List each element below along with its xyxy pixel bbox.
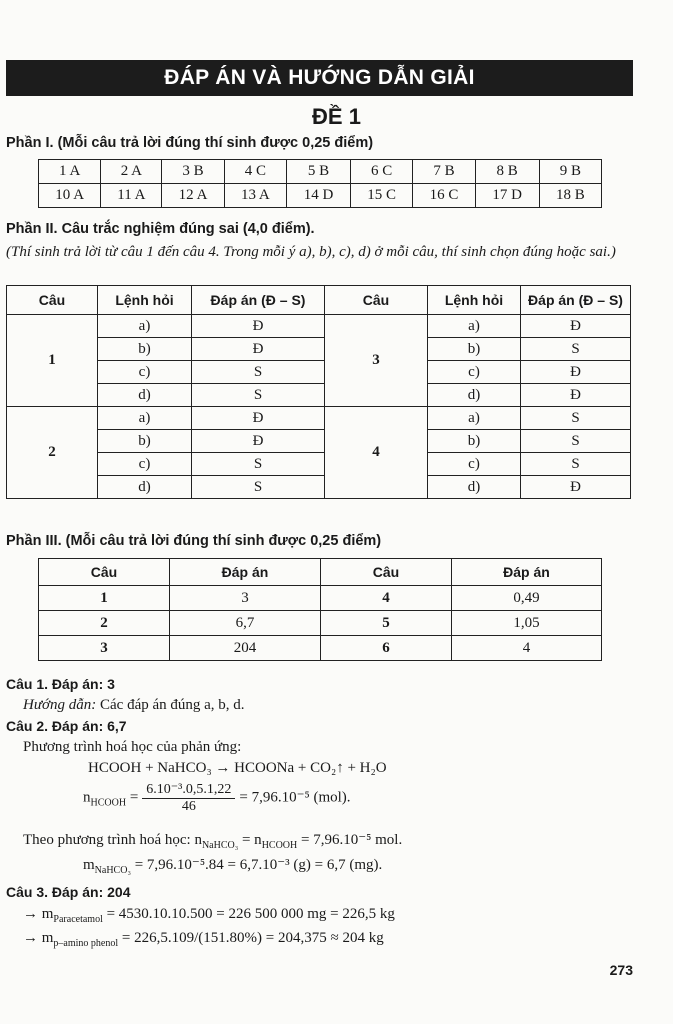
item-label: d)	[428, 384, 521, 407]
part2-table	[6, 285, 631, 499]
table-row	[7, 384, 631, 407]
table-row	[7, 407, 631, 430]
question-number: 3	[39, 636, 170, 661]
answer-cell: 18 B	[539, 184, 601, 208]
page-banner: ĐÁP ÁN VÀ HƯỚNG DẪN GIẢI	[6, 60, 633, 96]
answer-cell: 10 A	[39, 184, 101, 208]
column-header: Câu	[39, 559, 170, 586]
answer-cell: S	[192, 361, 325, 384]
column-header: Lệnh hỏi	[428, 286, 521, 315]
fraction-denominator: 46	[181, 799, 196, 814]
column-header: Đáp án (Đ – S)	[521, 286, 631, 315]
chemical-equation: HCOOH + NaHCO₃ → HCOONa + CO₂↑ + H₂O	[88, 760, 387, 776]
answer-cell: S	[192, 476, 325, 499]
paracetamol-mass: → $m_{Paracetamol} = 4530.10.10.500 = 226$ 500 000 mg = 226,5 kg	[23, 906, 395, 925]
item-label: d)	[98, 384, 192, 407]
question2-title: Câu 2. Đáp án: 6,7	[6, 718, 127, 734]
answer-cell: S	[192, 453, 325, 476]
column-header: Câu	[325, 286, 428, 315]
answer-cell: 11 A	[101, 184, 162, 208]
table-row	[39, 611, 602, 636]
answer-cell: 15 C	[351, 184, 413, 208]
table-row	[7, 453, 631, 476]
answer-cell: 1 A	[39, 160, 101, 184]
answer-cell: 3	[170, 586, 321, 611]
stoichiometry-expr: $n_{NaHCO_3} = n_{HCOOH} = 7,96.10^{-5}$ mol.	[194, 832, 403, 851]
question-number: 1	[39, 586, 170, 611]
table-row	[7, 430, 631, 453]
answer-cell: 6,7	[170, 611, 321, 636]
answer-cell: S	[521, 453, 631, 476]
answer-cell: 8 B	[475, 160, 539, 184]
answer-cell: Đ	[192, 407, 325, 430]
answer-cell: Đ	[521, 476, 631, 499]
fraction-numerator: 6.10⁻³.0,5.1,22	[142, 781, 235, 799]
item-label: a)	[428, 407, 521, 430]
question-number: 5	[321, 611, 452, 636]
question1-hint	[23, 697, 245, 714]
table-row	[7, 361, 631, 384]
question-number: 1	[7, 315, 98, 407]
part2-heading: Phần II. Câu trắc nghiệm đúng sai (4,0 điểm).	[6, 221, 315, 237]
question1-title: Câu 1. Đáp án: 3	[6, 676, 115, 692]
stoichiometry-prefix: Theo phương trình hoá học:	[23, 832, 191, 848]
item-label: c)	[428, 361, 521, 384]
answer-cell: 12 A	[162, 184, 224, 208]
hint-text: Các đáp án đúng a, b, d.	[100, 697, 245, 713]
mole-symbol: n	[83, 789, 91, 806]
answer-cell: 3 B	[162, 160, 224, 184]
column-header: Đáp án	[170, 559, 321, 586]
table-header-row	[7, 286, 631, 315]
answer-cell: 4	[452, 636, 602, 661]
item-label: a)	[428, 315, 521, 338]
part3-table	[38, 558, 602, 661]
answer-cell: 0,49	[452, 586, 602, 611]
answer-cell: Đ	[192, 430, 325, 453]
answer-cell: 7 B	[413, 160, 475, 184]
question3-title: Câu 3. Đáp án: 204	[6, 884, 131, 900]
mass-calculation: $m_{NaHCO_3} = 7,96.10^{-5}.84 = 6,7.10^{-3}$ (g) = 6,7 (mg).	[83, 857, 383, 876]
item-label: a)	[98, 315, 192, 338]
answer-cell: S	[521, 430, 631, 453]
question-number: 3	[325, 315, 428, 407]
question-number: 4	[321, 586, 452, 611]
item-label: a)	[98, 407, 192, 430]
answer-cell: Đ	[521, 361, 631, 384]
column-header: Câu	[321, 559, 452, 586]
item-label: b)	[428, 430, 521, 453]
answer-cell: 9 B	[539, 160, 601, 184]
part3-heading: Phần III. (Mỗi câu trả lời đúng thí sinh được 0,25 điểm)	[6, 533, 382, 549]
answer-cell: 13 A	[224, 184, 286, 208]
page-number: 273	[609, 962, 633, 978]
answer-cell: 17 D	[475, 184, 539, 208]
answer-cell: 14 D	[287, 184, 351, 208]
answer-cell: 6 C	[351, 160, 413, 184]
answer-cell: Đ	[521, 384, 631, 407]
mole-subscript: HCOOH	[90, 797, 127, 809]
answer-cell: Đ	[521, 315, 631, 338]
column-header: Đáp án (Đ – S)	[192, 286, 325, 315]
part1-table	[38, 159, 602, 208]
item-label: d)	[98, 476, 192, 499]
item-label: d)	[428, 476, 521, 499]
table-row	[7, 338, 631, 361]
question-number: 2	[7, 407, 98, 499]
question-number: 2	[39, 611, 170, 636]
table-row	[39, 586, 602, 611]
answer-cell: 2 A	[101, 160, 162, 184]
hint-label: Hướng dẫn:	[23, 697, 97, 713]
table-row	[7, 315, 631, 338]
answer-cell: Đ	[192, 315, 325, 338]
item-label: b)	[98, 430, 192, 453]
item-label: c)	[428, 453, 521, 476]
mole-result: = 7,96.10⁻⁵ (mol).	[239, 789, 351, 806]
item-label: b)	[98, 338, 192, 361]
column-header: Lệnh hỏi	[98, 286, 192, 315]
table-row	[39, 184, 602, 208]
answer-cell: 1,05	[452, 611, 602, 636]
answer-cell: S	[192, 384, 325, 407]
column-header: Câu	[7, 286, 98, 315]
part1-heading: Phần I. (Mỗi câu trả lời đúng thí sinh được 0,25 điểm)	[6, 135, 374, 151]
question2-reaction-label: Phương trình hoá học của phản ứng:	[23, 739, 242, 755]
answer-cell: S	[521, 338, 631, 361]
answer-cell: Đ	[192, 338, 325, 361]
item-label: b)	[428, 338, 521, 361]
table-row	[39, 636, 602, 661]
answer-cell: 204	[170, 636, 321, 661]
item-label: c)	[98, 453, 192, 476]
part2-instruction: (Thí sinh trả lời từ câu 1 đến câu 4. Trong mỗi ý a), b), c), d) ở mỗi câu, thí sinh chọn đúng hoặc sai.)	[6, 244, 616, 260]
aminophenol-mass: → $m_{p-amino phenol} = 226,5.109/(151.80\%) = 204,375 \approx 204$ kg	[23, 930, 384, 949]
answer-cell: 4 C	[224, 160, 286, 184]
column-header: Đáp án	[452, 559, 602, 586]
question-number: 4	[325, 407, 428, 499]
mole-calculation: $n_{HCOOH}$ = $\frac{\text{6.10⁻³.0,5.1,22}}{46}$ = 7,96.10⁻⁵ (mol).	[83, 782, 351, 814]
answer-cell: 5 B	[287, 160, 351, 184]
item-label: c)	[98, 361, 192, 384]
stoichiometry-line	[23, 830, 402, 851]
fraction	[142, 781, 235, 815]
exam-title: ĐỀ 1	[312, 104, 361, 129]
answer-cell: S	[521, 407, 631, 430]
table-row	[39, 160, 602, 184]
table-header-row	[39, 559, 602, 586]
answer-cell: 16 C	[413, 184, 475, 208]
table-row	[7, 476, 631, 499]
question-number: 6	[321, 636, 452, 661]
